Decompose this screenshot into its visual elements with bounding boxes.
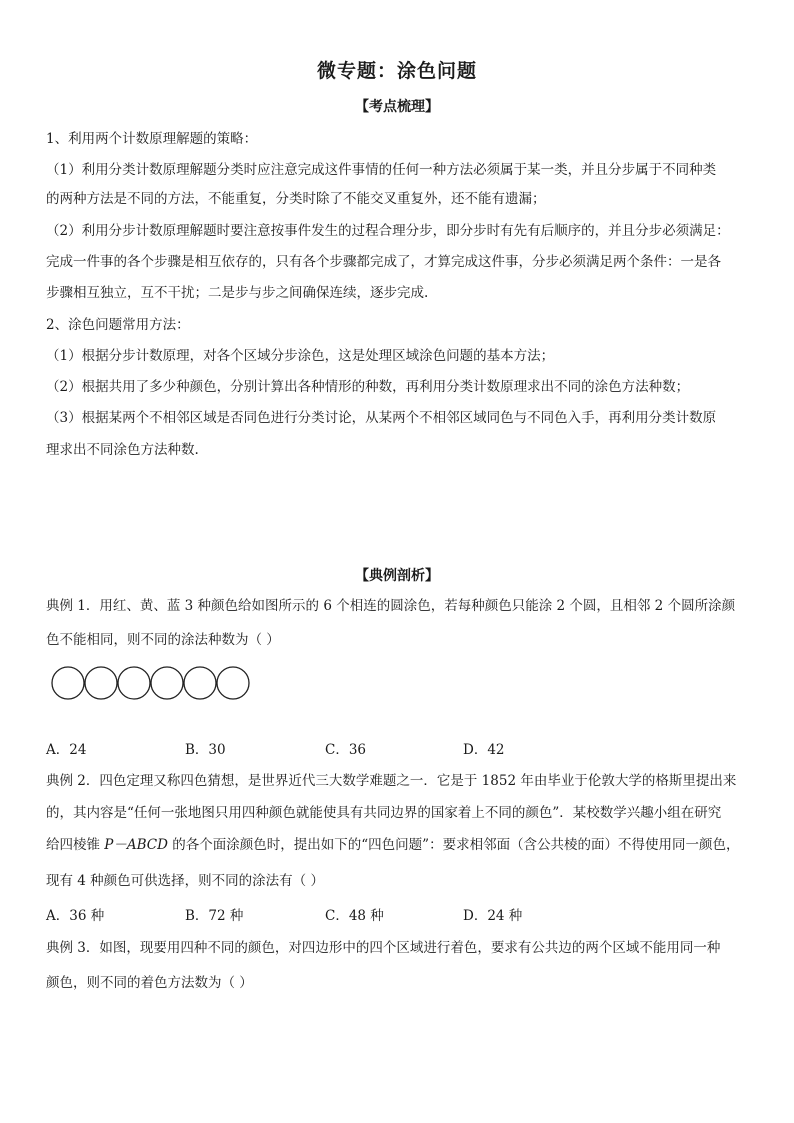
- circle-2: [85, 667, 117, 699]
- example3-line: 颜色，则不同的着色方法数为（ ）: [46, 975, 253, 991]
- text-line: 完成一件事的各个步骤是相互依存的，只有各个步骤都完成了，才算完成这件事，分步必须满足两个条件：一是各: [46, 254, 721, 270]
- example1-line: 色不能相同，则不同的涂法种数为（ ）: [46, 632, 280, 648]
- choice-a: A．24: [46, 742, 87, 758]
- circle-3: [118, 667, 150, 699]
- section-heading-key-points: 【考点梳理】: [355, 99, 439, 115]
- example2-line: 典例 2．四色定理又称四色猜想，是世界近代三大数学难题之一．它是于 1852 年由毕业于伦敦大学的格斯里提出来: [46, 773, 737, 789]
- pyramid-symbol: P－ABCD: [104, 837, 168, 853]
- example2-line: [46, 835, 754, 855]
- circle-4: [151, 667, 183, 699]
- text-line: （3）根据某两个不相邻区域是否同色进行分类讨论，从某两个不相邻区域同色与不同色入手，再利用分类计数原: [46, 410, 717, 426]
- example1-line: 典例 1．用红、黄、蓝 3 种颜色给如图所示的 6 个相连的圆涂色，若每种颜色只能涂 2 个圆，且相邻 2 个圆所涂颜: [46, 598, 736, 614]
- section-heading-examples: 【典例剖析】: [355, 568, 439, 584]
- text-line: （1）根据分步计数原理，对各个区域分步涂色，这是处理区域涂色问题的基本方法；: [46, 348, 555, 364]
- choice-b: B．72 种: [185, 908, 244, 924]
- text-line: 的两种方法是不同的方法，不能重复，分类时除了不能交叉重复外，还不能有遗漏；: [46, 191, 546, 207]
- text-line: 1、利用两个计数原理解题的策略：: [46, 131, 258, 147]
- example2-line3-pre: 给四棱锥: [46, 837, 105, 853]
- page-title: 微专题：涂色问题: [316, 60, 477, 82]
- example2-line3-post: 的各个面涂颜色时，提出如下的“四色问题”：要求相邻面（含公共棱的面）不得使用同一颜色，: [167, 837, 740, 853]
- circles-svg: [51, 666, 253, 700]
- text-line: （2）根据共用了多少种颜色，分别计算出各种情形的种数，再利用分类计数原理求出不同的涂色方法种数；: [46, 379, 690, 395]
- text-line: （2）利用分步计数原理解题时要注意按事件发生的过程合理分步，即分步时有先有后顺序的，并且分步必须满足：: [46, 223, 730, 239]
- circle-6: [217, 667, 249, 699]
- text-line: 步骤相互独立，互不干扰；二是步与步之间确保连续，逐步完成.: [46, 285, 429, 301]
- text-line: 理求出不同涂色方法种数.: [46, 442, 199, 458]
- circle-1: [52, 667, 84, 699]
- choice-c: C．48 种: [325, 908, 384, 924]
- text-line: （1）利用分类计数原理解题分类时应注意完成这件事情的任何一种方法必须属于某一类，并且分步属于不同种类: [46, 162, 717, 178]
- text-line: 2、涂色问题常用方法：: [46, 317, 190, 333]
- example2-line: 的，其内容是“任何一张地图只用四种颜色就能使具有共同边界的国家着上不同的颜色”．某校数学兴趣小组在研究: [46, 805, 722, 821]
- six-circles-figure: [51, 666, 253, 700]
- choice-d: D．42: [463, 742, 505, 758]
- choice-d: D．24 种: [463, 908, 523, 924]
- choice-b: B．30: [185, 742, 226, 758]
- choice-a: A．36 种: [46, 908, 105, 924]
- choice-c: C．36: [325, 742, 367, 758]
- example3-line: 典例 3．如图，现要用四种不同的颜色，对四边形中的四个区域进行着色，要求有公共边的两个区域不能用同一种: [46, 940, 721, 956]
- circle-5: [184, 667, 216, 699]
- example2-line: 现有 4 种颜色可供选择，则不同的涂法有（ ）: [46, 873, 324, 889]
